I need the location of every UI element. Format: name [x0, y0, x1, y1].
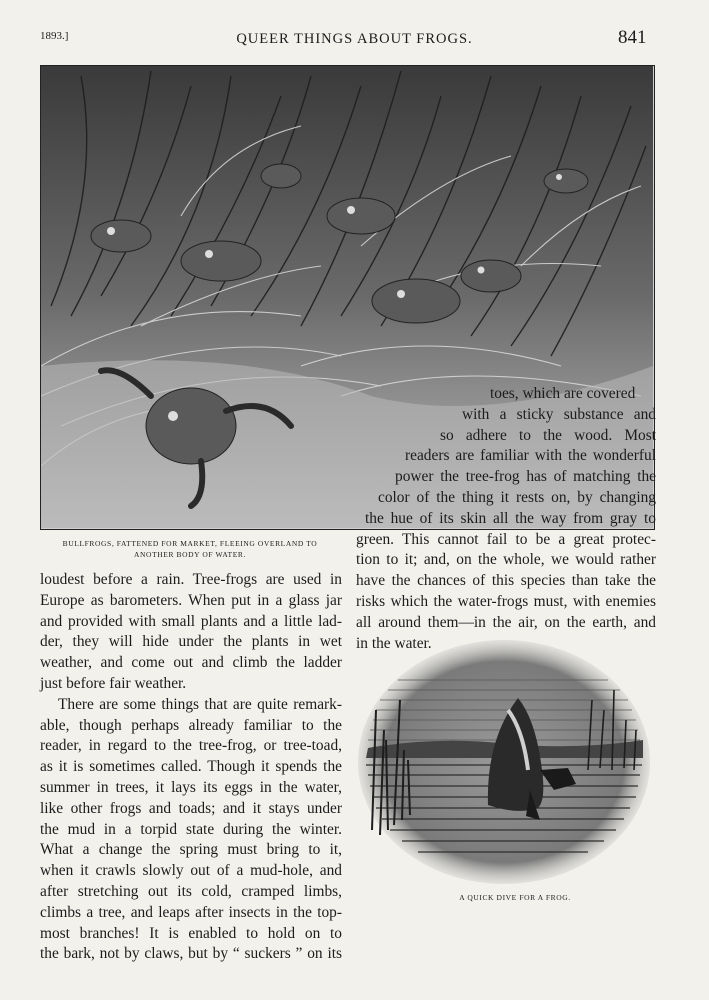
- text-line: as it is sometimes called. Though it spends the: [40, 758, 342, 776]
- left-column-text: [40, 570, 342, 965]
- top-caption-line-2: ANOTHER BODY OF WATER.: [134, 550, 246, 559]
- text-line: weather, and come out and climb the ladder: [40, 654, 342, 672]
- text-line: What a change the spring must bring to it,: [40, 841, 342, 859]
- text-line: der, they will hide under the plants in wet: [40, 633, 342, 651]
- header-date: 1893.]: [40, 30, 69, 42]
- text-line: just before fair weather.: [40, 674, 187, 692]
- text-line: climbs a tree, and leaps after insects in the top-: [40, 903, 342, 921]
- text-line: when it crawls slowly out of a mud-hole, and: [40, 862, 342, 880]
- text-line: risks which the water-frogs must, with enemies: [356, 592, 656, 610]
- running-title: QUEER THINGS ABOUT FROGS.: [236, 31, 473, 47]
- text-line: have the chances of this species than take the: [356, 572, 656, 590]
- text-line: There are some things that are quite remark-: [58, 695, 342, 713]
- diving-duck-drawing: [358, 640, 650, 885]
- text-line: the hue of its skin all the way from gray to: [365, 509, 656, 527]
- text-line: all around them—in the air, on the earth, and: [356, 613, 656, 631]
- text-line: toes, which are covered: [490, 385, 636, 402]
- text-line: loudest before a rain. Tree-frogs are used in: [40, 571, 342, 588]
- text-line: and provided with small plants and a little lad-: [40, 612, 342, 630]
- bottom-figure-caption: A QUICK DIVE FOR A FROG.: [459, 893, 571, 902]
- text-line: able, though perhaps already familiar to the: [40, 716, 342, 734]
- text-line: with a sticky substance and: [462, 405, 656, 423]
- text-line: the mud in a torpid state during the winter.: [40, 820, 342, 838]
- diving-duck-illustration: [358, 640, 650, 885]
- text-line: color of the thing it rests on, by changing: [378, 488, 656, 506]
- page-number: 841: [618, 27, 647, 48]
- text-line: tion to it; and, on the whole, we would rather: [356, 551, 656, 569]
- text-line: so adhere to the wood. Most: [440, 426, 656, 444]
- text-line: most branches! It is enabled to hold on to: [40, 924, 342, 942]
- text-line: power the tree-frog has of matching the: [395, 468, 656, 486]
- text-line: summer in trees, it lays its eggs in the water,: [40, 778, 342, 796]
- text-line: after stretching out its cold, cramped limbs,: [40, 882, 342, 900]
- text-line: reader, in regard to the tree-frog, or tree-toad,: [40, 737, 342, 755]
- text-line: in the water.: [356, 634, 432, 652]
- text-line: green. This cannot fail to be a great protec-: [356, 530, 656, 548]
- text-line: the bark, not by claws, but by “ suckers ” on its: [40, 945, 342, 963]
- text-line: like other frogs and toads; and it stays under: [40, 799, 342, 817]
- top-caption-line-1: BULLFROGS, FATTENED FOR MARKET, FLEEING OVERLAND TO: [62, 539, 318, 548]
- text-line: readers are familiar with the wonderful: [405, 447, 656, 465]
- text-line: Europe as barometers. When put in a glass jar: [40, 591, 342, 609]
